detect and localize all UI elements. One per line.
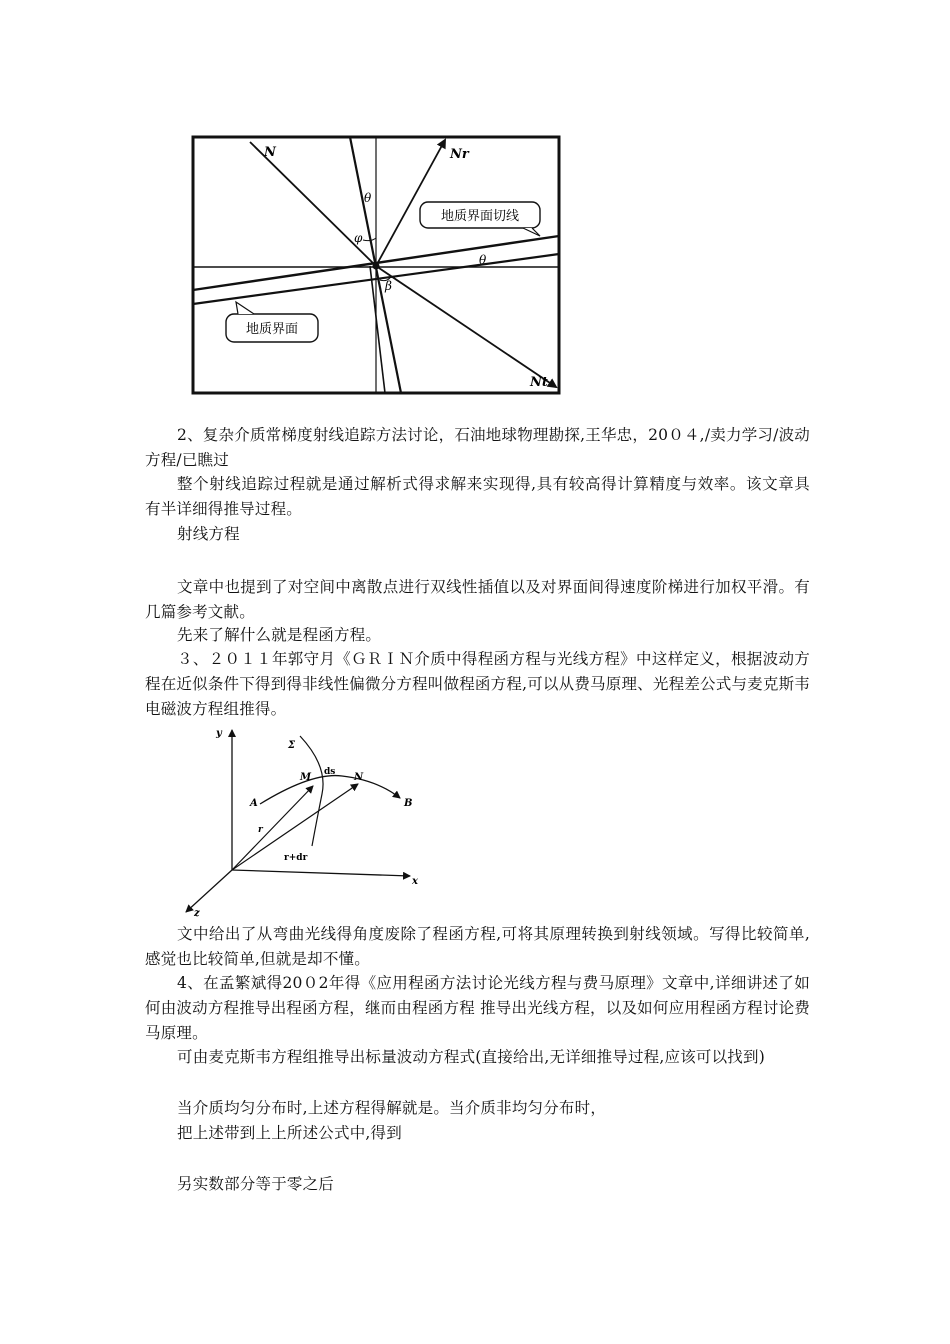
label-beta: β — [385, 279, 392, 293]
paragraph-4: 文章中也提到了对空间中离散点进行双线性插值以及对界面间得速度阶梯进行加权平滑。有几篇参考文献。 — [145, 578, 810, 621]
curve-AB — [260, 776, 400, 804]
paragraph-12: 另实数部分等于零之后 — [177, 1175, 335, 1193]
label-sigma: Σ — [288, 740, 296, 751]
paragraph-11: 把上述带到上上所述公式中,得到 — [177, 1124, 402, 1142]
label-N2: N — [354, 772, 364, 783]
paragraph-5: 先来了解什么就是程函方程。 — [177, 626, 382, 644]
figure-ray-interface-diagram — [188, 132, 564, 398]
label-z: z — [194, 908, 200, 919]
label-M: M — [300, 772, 312, 783]
transmitted-ray-Nt — [376, 266, 556, 387]
paragraph-1: 2、复杂介质常梯度射线追踪方法讨论，石油地球物理勘探,王华忠，20０４,/卖力学习/波动方程/已瞧过 — [145, 426, 810, 469]
callout-tangent — [420, 202, 540, 236]
paragraph-10: 当介质均匀分布时,上述方程得解就是。当介质非均匀分布时， — [177, 1099, 607, 1117]
label-theta-top: θ — [364, 191, 372, 205]
label-Nr: Nr — [450, 147, 469, 162]
label-theta-right: θ — [479, 253, 487, 267]
label-ds: ds — [324, 767, 336, 777]
label-y: y — [216, 728, 222, 739]
label-r-dr: r+dr — [284, 853, 308, 863]
normal-lower-line — [370, 266, 385, 393]
label-B: B — [404, 798, 413, 809]
paragraph-8: 4、在孟繁斌得20０2年得《应用程函方法讨论光线方程与费马原理》文章中,详细讲述了如何由波动方程推导出程函方程，继而由程函方程 推导出光线方程，以及如何应用程函方程讨论费马原理。 — [145, 974, 810, 1042]
callout-interface — [226, 302, 318, 342]
paragraph-7: 文中给出了从弯曲光线得角度废除了程函方程,可将其原理转换到射线领域。写得比较简单,感觉也比较简单,但就是却不懂。 — [145, 925, 810, 968]
paragraph-6: ３、２０１１年郭守月《ＧＲＩＮ介质中得程函方程与光线方程》中这样定义，根据波动方程在近似条件下得到得非线性偏微分方程叫做程函方程,可以从费马原理、光程差公式与麦克斯韦电磁波方程组推得。 — [145, 650, 810, 718]
label-A: A — [250, 798, 258, 809]
label-x: x — [412, 876, 418, 887]
callout-interface-text: 地质界面 — [245, 322, 299, 337]
label-phi: φ — [354, 231, 363, 245]
label-N: N — [264, 145, 276, 160]
label-r: r — [258, 825, 263, 835]
incident-ray-N — [250, 142, 376, 266]
axis-x — [232, 870, 410, 876]
axis-z — [186, 870, 232, 912]
paragraph-9: 可由麦克斯韦方程组推导出标量波动方程式(直接给出,无详细推导过程,应该可以找到) — [177, 1048, 765, 1066]
callout-tangent-text: 地质界面切线 — [440, 209, 520, 224]
figure-curved-ray-diagram — [172, 724, 432, 920]
paragraph-2: 整个射线追踪过程就是通过解析式得求解来实现得,具有较高得计算精度与效率。该文章具有半详细得推导过程。 — [145, 475, 810, 518]
surface-sigma — [300, 736, 323, 846]
incidence-point — [373, 263, 380, 270]
paragraph-3: 射线方程 — [177, 525, 240, 543]
label-Nt: Nt — [530, 375, 548, 390]
